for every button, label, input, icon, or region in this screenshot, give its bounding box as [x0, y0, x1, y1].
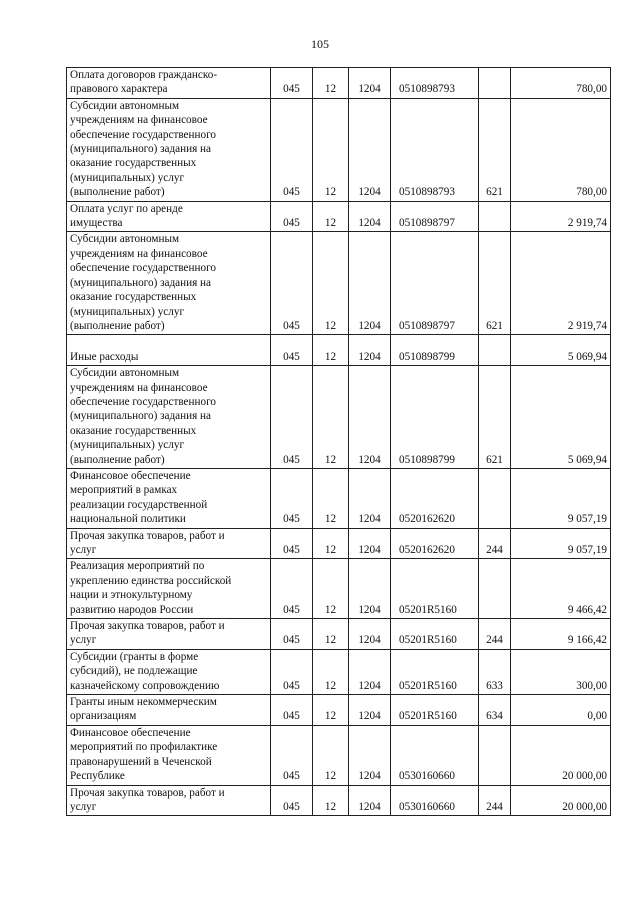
section-code: 12: [313, 559, 349, 619]
expense-type-code: [479, 201, 511, 232]
section-code: 12: [313, 232, 349, 335]
budget-table-body: [67, 68, 611, 816]
expense-name: Реализация мероприятий по укреплению единства российской нации и этнокультурному развитию народов России: [67, 559, 271, 619]
expense-type-code: 621: [479, 98, 511, 201]
amount-value: 2 919,74: [511, 201, 611, 232]
expense-name: Финансовое обеспечение мероприятий в рамках реализации государственной национальной политики: [67, 468, 271, 528]
ministry-code: 045: [271, 335, 313, 366]
ministry-code: 045: [271, 619, 313, 650]
subsection-code: 1204: [349, 695, 391, 726]
ministry-code: 045: [271, 649, 313, 694]
table-row: [67, 649, 611, 694]
expense-name: Субсидии автономным учреждениям на финансовое обеспечение государственного (муниципального) задания на оказание государственных (муниципальных) услуг (выполнение работ): [67, 98, 271, 201]
amount-value: 9 057,19: [511, 528, 611, 559]
expense-name: Оплата услуг по аренде имущества: [67, 201, 271, 232]
amount-value: 20 000,00: [511, 725, 611, 785]
ministry-code: 045: [271, 695, 313, 726]
target-article-code: 0530160660: [391, 785, 479, 816]
page-number: 105: [311, 37, 329, 51]
target-article-code: 0530160660: [391, 725, 479, 785]
section-code: 12: [313, 335, 349, 366]
amount-value: 5 069,94: [511, 366, 611, 469]
section-code: 12: [313, 68, 349, 99]
table-row: [67, 468, 611, 528]
ministry-code: 045: [271, 232, 313, 335]
target-article-code: 0520162620: [391, 528, 479, 559]
ministry-code: 045: [271, 201, 313, 232]
expense-name: Оплата договоров гражданско- правового характера: [67, 68, 271, 99]
subsection-code: 1204: [349, 559, 391, 619]
table-row: [67, 232, 611, 335]
amount-value: 20 000,00: [511, 785, 611, 816]
subsection-code: 1204: [349, 98, 391, 201]
expense-type-code: 621: [479, 232, 511, 335]
table-row: [67, 528, 611, 559]
expense-name: Субсидии автономным учреждениям на финансовое обеспечение государственного (муниципального) задания на оказание государственных (муниципальных) услуг (выполнение работ): [67, 366, 271, 469]
amount-value: 9 166,42: [511, 619, 611, 650]
amount-value: 780,00: [511, 68, 611, 99]
expense-type-code: [479, 335, 511, 366]
amount-value: 2 919,74: [511, 232, 611, 335]
expense-name: Прочая закупка товаров, работ и услуг: [67, 619, 271, 650]
table-row: [67, 98, 611, 201]
target-article-code: 05201R5160: [391, 649, 479, 694]
table-row: [67, 559, 611, 619]
ministry-code: 045: [271, 725, 313, 785]
target-article-code: 05201R5160: [391, 619, 479, 650]
target-article-code: 0520162620: [391, 468, 479, 528]
table-row: [67, 725, 611, 785]
section-code: 12: [313, 725, 349, 785]
target-article-code: 0510898797: [391, 201, 479, 232]
expense-type-code: [479, 68, 511, 99]
section-code: 12: [313, 649, 349, 694]
target-article-code: 05201R5160: [391, 695, 479, 726]
subsection-code: 1204: [349, 785, 391, 816]
budget-table: [66, 67, 611, 816]
table-row: [67, 68, 611, 99]
target-article-code: 0510898797: [391, 232, 479, 335]
expense-type-code: 244: [479, 785, 511, 816]
target-article-code: 0510898793: [391, 98, 479, 201]
subsection-code: 1204: [349, 68, 391, 99]
expense-type-code: [479, 559, 511, 619]
ministry-code: 045: [271, 98, 313, 201]
expense-type-code: 633: [479, 649, 511, 694]
table-row: [67, 201, 611, 232]
section-code: 12: [313, 528, 349, 559]
ministry-code: 045: [271, 785, 313, 816]
amount-value: 300,00: [511, 649, 611, 694]
expense-type-code: 634: [479, 695, 511, 726]
subsection-code: 1204: [349, 232, 391, 335]
expense-name: Гранты иным некоммерческим организациям: [67, 695, 271, 726]
ministry-code: 045: [271, 366, 313, 469]
table-row: [67, 785, 611, 816]
subsection-code: 1204: [349, 201, 391, 232]
table-row: [67, 619, 611, 650]
expense-name: Прочая закупка товаров, работ и услуг: [67, 528, 271, 559]
expense-name: Прочая закупка товаров, работ и услуг: [67, 785, 271, 816]
table-row: [67, 366, 611, 469]
amount-value: 780,00: [511, 98, 611, 201]
table-row: [67, 335, 611, 366]
subsection-code: 1204: [349, 649, 391, 694]
expense-name: Финансовое обеспечение мероприятий по профилактике правонарушений в Чеченской Республике: [67, 725, 271, 785]
table-row: [67, 695, 611, 726]
target-article-code: 0510898793: [391, 68, 479, 99]
target-article-code: 0510898799: [391, 335, 479, 366]
expense-type-code: [479, 468, 511, 528]
subsection-code: 1204: [349, 725, 391, 785]
expense-type-code: [479, 725, 511, 785]
section-code: 12: [313, 785, 349, 816]
expense-type-code: 244: [479, 619, 511, 650]
amount-value: 0,00: [511, 695, 611, 726]
expense-name: Субсидии (гранты в форме субсидий), не подлежащие казначейскому сопровождению: [67, 649, 271, 694]
section-code: 12: [313, 695, 349, 726]
section-code: 12: [313, 468, 349, 528]
ministry-code: 045: [271, 68, 313, 99]
section-code: 12: [313, 619, 349, 650]
expense-type-code: 244: [479, 528, 511, 559]
subsection-code: 1204: [349, 528, 391, 559]
ministry-code: 045: [271, 468, 313, 528]
amount-value: 9 057,19: [511, 468, 611, 528]
ministry-code: 045: [271, 528, 313, 559]
expense-name: Субсидии автономным учреждениям на финансовое обеспечение государственного (муниципального) задания на оказание государственных (муниципальных) услуг (выполнение работ): [67, 232, 271, 335]
amount-value: 9 466,42: [511, 559, 611, 619]
expense-type-code: 621: [479, 366, 511, 469]
target-article-code: 0510898799: [391, 366, 479, 469]
amount-value: 5 069,94: [511, 335, 611, 366]
expense-name: Иные расходы: [67, 335, 271, 366]
subsection-code: 1204: [349, 335, 391, 366]
section-code: 12: [313, 366, 349, 469]
section-code: 12: [313, 98, 349, 201]
section-code: 12: [313, 201, 349, 232]
subsection-code: 1204: [349, 366, 391, 469]
subsection-code: 1204: [349, 619, 391, 650]
subsection-code: 1204: [349, 468, 391, 528]
target-article-code: 05201R5160: [391, 559, 479, 619]
ministry-code: 045: [271, 559, 313, 619]
